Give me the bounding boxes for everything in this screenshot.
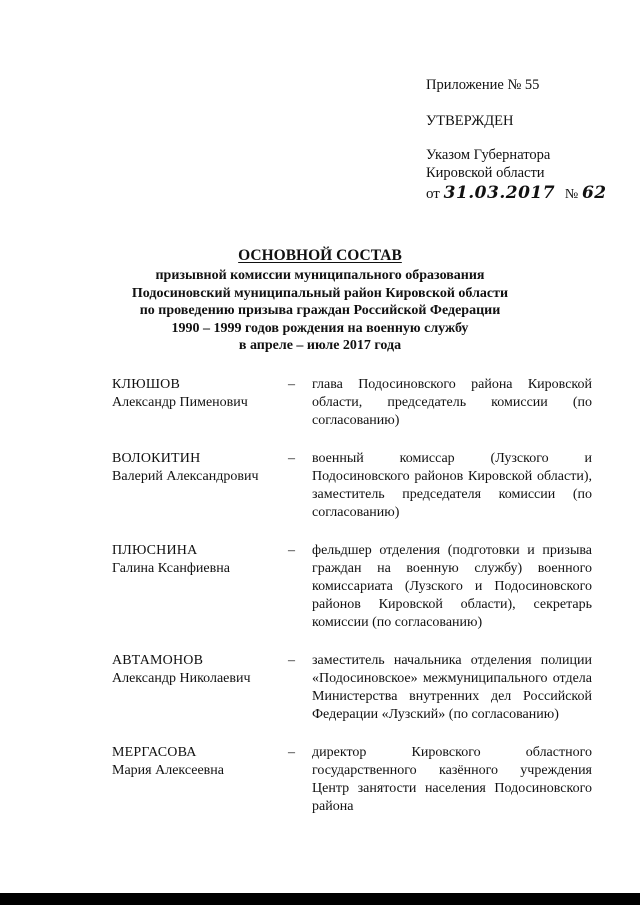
member-dash: –: [288, 543, 295, 558]
member-name: [112, 376, 288, 430]
member-role: заместитель начальника отделения полиции «Подосиновское» межмуниципального отдела Министерства внутренних дел Российской Федерации «Лузский» (по согласованию): [312, 653, 592, 722]
member-name: [112, 450, 288, 522]
member-given-name: Валерий Александрович: [112, 469, 259, 484]
decree-line-1: Указом Губернатора: [426, 147, 551, 163]
member-given-name: Александр Пименович: [112, 395, 248, 410]
member-dash: –: [288, 653, 295, 668]
member-name: [112, 744, 288, 816]
member-surname: КЛЮШОВ: [112, 377, 180, 392]
number-prefix: №: [564, 187, 579, 202]
member-surname: ПЛЮСНИНА: [112, 543, 198, 558]
title-line: в апреле – июле 2017 года: [238, 338, 402, 353]
member-name: [112, 652, 288, 724]
member-surname: МЕРГАСОВА: [112, 745, 197, 760]
scan-bottom-edge: [0, 893, 640, 905]
member-given-name: Мария Алексеевна: [112, 763, 224, 778]
member-dash: –: [288, 377, 295, 392]
approval-stamp: [426, 76, 607, 204]
handwritten-date: 31.03.2017: [443, 183, 556, 203]
title-line: призывной комиссии муниципального образования: [155, 268, 485, 283]
document-title: [90, 246, 550, 355]
appendix-number: Приложение № 55: [426, 77, 540, 93]
member-entry: [112, 744, 592, 816]
decree-date-line: [426, 184, 607, 204]
member-given-name: Александр Николаевич: [112, 671, 251, 686]
member-given-name: Галина Ксанфиевна: [112, 561, 230, 576]
member-entry: [112, 450, 592, 522]
member-surname: АВТАМОНОВ: [112, 653, 204, 668]
member-surname: ВОЛОКИТИН: [112, 451, 201, 466]
title-line: по проведению призыва граждан Российской Федерации: [139, 303, 501, 318]
member-dash: –: [288, 451, 295, 466]
decree-line-2: Кировской области: [426, 165, 545, 181]
date-prefix: от: [426, 186, 440, 202]
member-role: глава Подосиновского района Кировской области, председатель комиссии (по согласованию): [312, 377, 592, 428]
title-main: ОСНОВНОЙ СОСТАВ: [238, 247, 402, 264]
handwritten-number: 62: [581, 183, 607, 203]
title-line: 1990 – 1999 годов рождения на военную службу: [171, 320, 469, 336]
member-entry: [112, 376, 592, 430]
approved-label: УТВЕРЖДЕН: [426, 113, 514, 129]
member-dash: –: [288, 745, 295, 760]
member-entry: [112, 542, 592, 632]
member-name: [112, 542, 288, 632]
member-role: фельдшер отделения (подготовки и призыва граждан на военную службу) военного комиссариата (Лузского и Подосиновского районов Кировской области), секретарь комиссии (по согласованию): [312, 543, 592, 630]
member-entry: [112, 652, 592, 724]
member-role: директор Кировского областного государственного казённого учреждения Центр занятости населения Подосиновского района: [312, 745, 592, 814]
commission-members-list: [112, 376, 592, 816]
title-line: Подосиновский муниципальный район Кировской области: [131, 285, 509, 301]
member-role: военный комиссар (Лузского и Подосиновского районов Кировской области), заместитель председателя комиссии (по согласованию): [312, 451, 592, 520]
